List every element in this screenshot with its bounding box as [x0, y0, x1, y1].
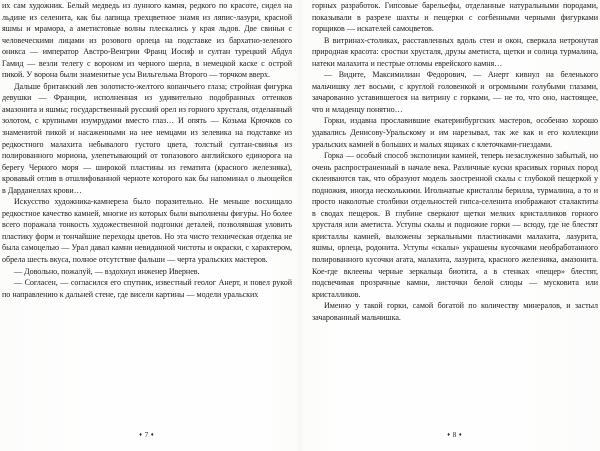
- paragraph: — Довольно, пожалуй, — вздохнул инженер Ивернев.: [14, 266, 200, 276]
- right-page-text-column: [312, 0, 598, 417]
- folio-inner: [139, 430, 155, 439]
- paragraph: В витринах-столиках, расставленных вдоль стен и окон, сверкала нетронутая природная красота: сростки хрусталя, друзы аметиста, щетки и солнца турмалина, натеки малахита и пестрые отломы еврейского камня…: [312, 35, 598, 68]
- paragraph: Горка — особый способ экспозиции камней, теперь незаслуженно забытый, но очень распространенный в начале века. Различные куски красивых горных пород склеиваются так, что образуют модель заостренной скалы с глубокой пещеркой у подножия, иногда несколькими. Игольчатые кристаллы берилла, турмалина, а то и просто наколотые столбики отдельностей гипса-селенита изображают сталактиты в сводах пещерок. В глубине сверкают щетки мелких кристалликов горного хрусталя или аметиста. Уступы скалы и подножие горки — всюду, где не блестят кристаллы камней, выложены зеркальными пластинками малахита, лазурита, яшмы, орлеца, родонита. Уступы «скалы» украшены кусочками необработанного полированного кусочки агата, малахита, лазурита, красного железняка, амазонита. Кое-где вклеены черные зеркальца биотита, а в стенках «пещер» блестят, подсвечивая прозрачные камни, листочки белой слюды — мусковита или кристалликов.: [312, 151, 598, 299]
- paragraph: горных разработок. Гипсовые барельефы, отделанные натуральными породами, показывали в разрезе шахты и пещерки с согбенными черными фигурками горщиков — искателей самоцветов.: [312, 1, 598, 34]
- right-page: [300, 0, 600, 451]
- paragraph: Именно у такой горки, самой богатой по количеству минералов, и застыл зачарованный мальчишка.: [312, 301, 598, 322]
- folio-ornament-right-icon: ♦: [458, 431, 463, 438]
- page-number: 8: [452, 430, 458, 439]
- left-page-text-column: [2, 0, 292, 417]
- paragraph: Искусство художника-камнереза было поразительно. Не меньше восхищало редкостное качество камней, многие из которых были выполнены фигуры. Но более всего поражала тонкость художественной подгонки деталей, позволявшая уловить пластику форм и тончайшие переходы цветов. Но эта чисто техническая отделка не была самоцелью — Урал давал камни невиданной чистоты и окраски, с характером, обрела шесть вкуса, полное отсутствие фальши — черта уральских мастеров.: [2, 197, 292, 265]
- paragraph: Дальше британский лев золотисто-желтого копанчьего глаза; стройная фигурка девушки — Франции, исполненная из удивительно подобранных оттенков амазонита и яшмы; государственный русский орел из горного хрусталя, отделанный золотом, с крупными изумрудами вместо глаз… И опять — Козьма Крючков со знаменитой пикой и насаженными на нее немцами из зелевика на подставке из редкостного малахита небывалого густого цвета, толстый султан-свинья из полированного мориона, улепетывающий от топазового английского единорога на берегу Черного моря — широкой пластины из гематита (красного железняка), кровавый отлив в отшлифованной черноте которого как бы напоминал о льющейся в Дарданеллах крови…: [2, 81, 292, 195]
- folio-ornament-left-icon: ♦: [139, 431, 144, 438]
- paragraph: — Видите, Максимилиан Федорович, — Анерт кивнул на беленького мальчишку лет восьми, с круглой головенкой и огромными голубыми глазами, зачарованно уставившегося на витрину с горками, — не то, что оно, настоящее, что и младенцу понятно…: [312, 70, 598, 114]
- right-page-folio: [312, 417, 598, 451]
- page-number: 7: [144, 430, 150, 439]
- paragraph: — Согласен, — согласился его спутник, известный геолог Анерт, и повел рукой по направлению к дальней стене, где висели картины — модели уральских: [2, 278, 292, 299]
- paragraph: их сам художник. Белый медведь из лунного камня, редкого по красоте, сидел на льдине из селенита, как бы лапища трехцветное знамя из ляпис-лазури, красной яшмы и мрамора, а аметистовые волны плескались у края льдов. Две свиньи с человеческими лицами из розового орлеца на подставке из бархатно-зеленого оникса — император Австро-Венгрии Франц Иосиф и султан турецкий Абдул Гамид — везли телегу с вороном из черного шерла, в немецкой каске с острой пикой. У ворона были знаменитые усы Вильгельма Второго — торчком вверх.: [2, 1, 292, 80]
- paragraph: Горки, издавна прославившие екатеринбургских мастеров, особенно хорошо удавались Денисову-Уральскому и им нарезывал, так же как и его коллекции уральских камней в больших и малых ящиках с клеточками-гнездами.: [312, 116, 598, 149]
- folio-ornament-right-icon: ♦: [150, 431, 155, 438]
- folio-inner: [447, 430, 463, 439]
- left-page-folio: [2, 417, 292, 451]
- folio-ornament-left-icon: ♦: [447, 431, 452, 438]
